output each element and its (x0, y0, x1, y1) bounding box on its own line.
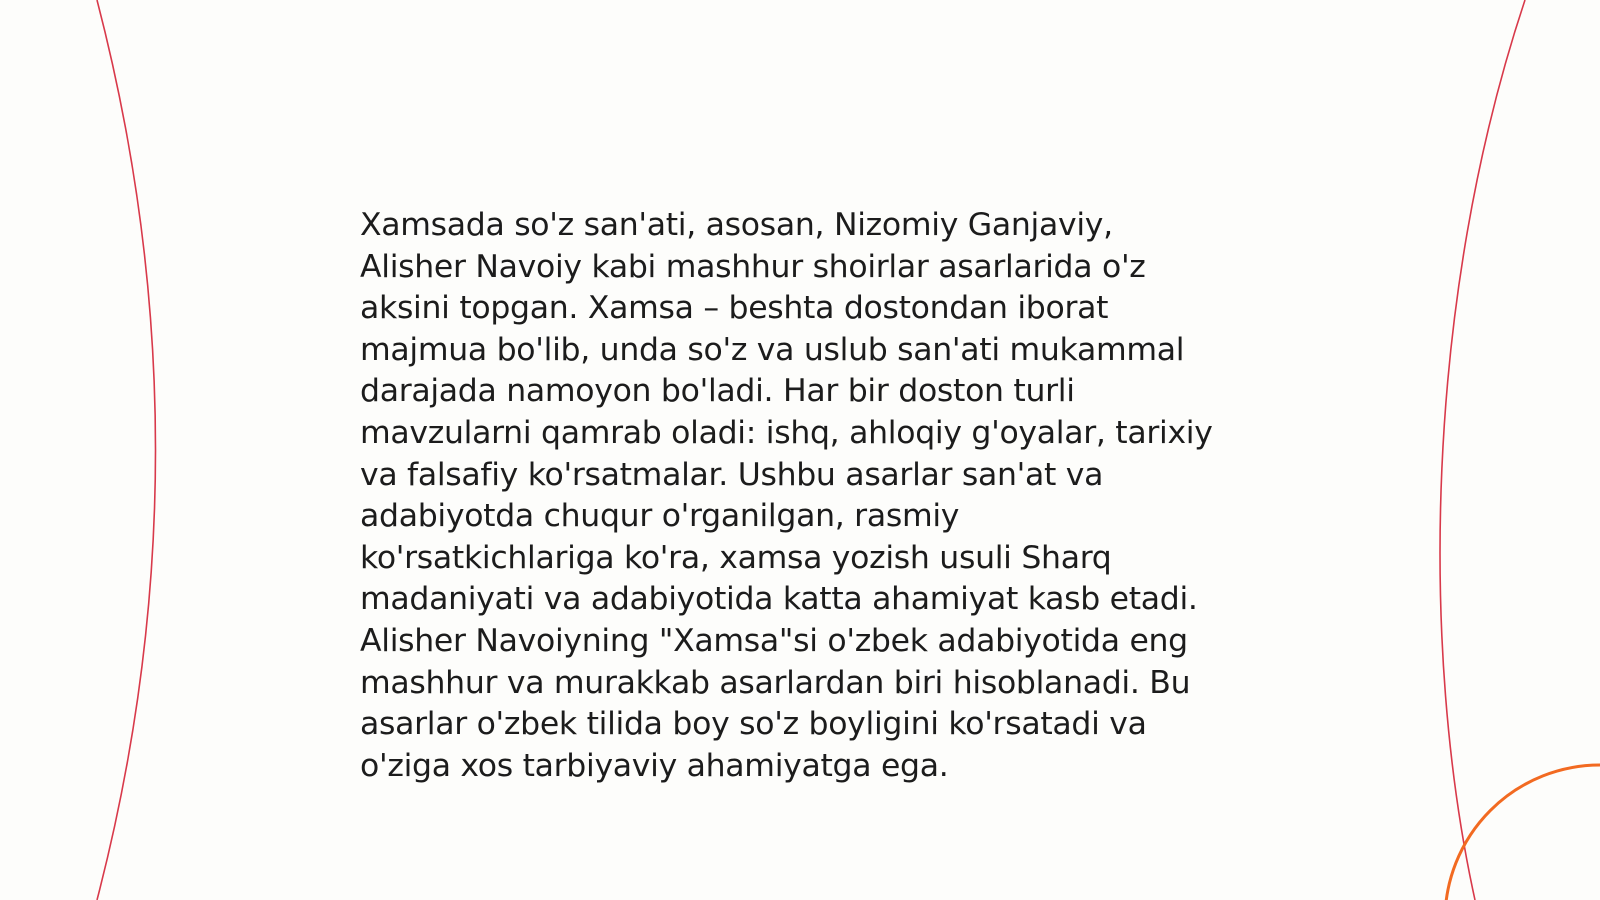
text-line: va falsafiy ko'rsatmalar. Ushbu asarlar san'at va (360, 456, 1104, 493)
text-line: Alisher Navoiy kabi mashhur shoirlar asarlarida o'z (360, 248, 1146, 285)
text-line: asarlar o'zbek tilida boy so'z boyligini ko'rsatadi va (360, 706, 1147, 743)
text-line: darajada namoyon bo'ladi. Har bir doston turli (360, 373, 1075, 410)
text-line: madaniyati va adabiyotida katta ahamiyat kasb etadi. (360, 581, 1198, 618)
body-paragraph (360, 205, 1260, 787)
right-curve-line (1440, 0, 1525, 900)
text-line: mashhur va murakkab asarlardan biri hisoblanadi. Bu (360, 664, 1191, 701)
bottom-right-accent-arc (1445, 765, 1600, 900)
text-line: majmua bo'lib, unda so'z va uslub san'ati mukammal (360, 331, 1185, 368)
text-line: aksini topgan. Xamsa – beshta dostondan iborat (360, 290, 1109, 327)
text-line: Xamsada so'z san'ati, asosan, Nizomiy Ganjaviy, (360, 207, 1113, 243)
text-line: ko'rsatkichlariga ko'ra, xamsa yozish usuli Sharq (360, 539, 1112, 576)
text-line: adabiyotda chuqur o'rganilgan, rasmiy (360, 498, 960, 535)
left-curve-line (97, 0, 156, 900)
text-line: Alisher Navoiyning "Xamsa"si o'zbek adabiyotida eng (360, 622, 1188, 659)
text-line: o'ziga xos tarbiyaviy ahamiyatga ega. (360, 747, 949, 784)
text-line: mavzularni qamrab oladi: ishq, ahloqiy g'oyalar, tarixiy (360, 414, 1213, 451)
